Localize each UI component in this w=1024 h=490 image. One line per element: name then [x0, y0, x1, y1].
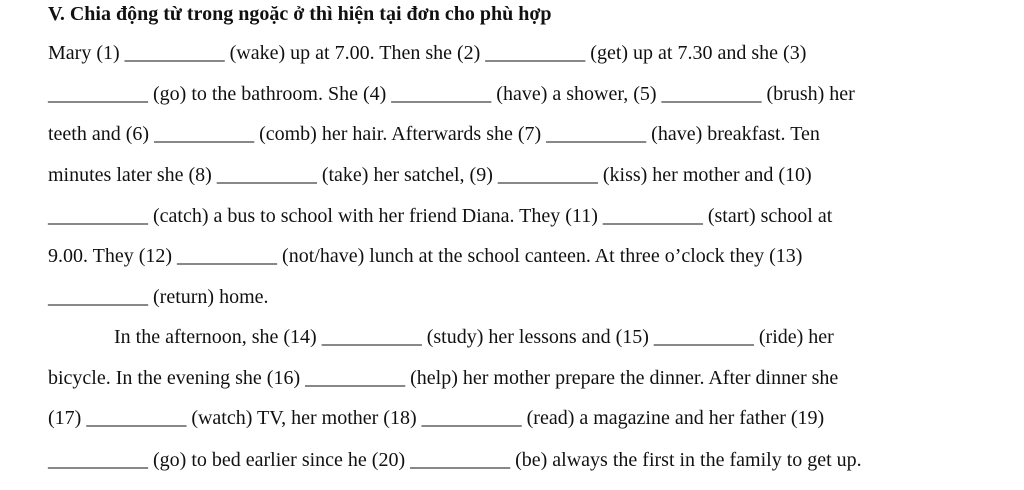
passage-line-11: __________ (go) to bed earlier since he (20) __________ (be) always the first in the family to get up. [48, 449, 862, 471]
passage-line-4: minutes later she (8) __________ (take) her satchel, (9) __________ (kiss) her mother and (10) [48, 164, 812, 186]
exercise-title: V. Chia động từ trong ngoặc ở thì hiện tại đơn cho phù hợp [48, 3, 552, 25]
passage-line-2: __________ (go) to the bathroom. She (4) __________ (have) a shower, (5) __________ (brush) her [48, 83, 855, 105]
passage-line-10: (17) __________ (watch) TV, her mother (18) __________ (read) a magazine and her father (19) [48, 407, 825, 429]
passage-line-1: Mary (1) __________ (wake) up at 7.00. Then she (2) __________ (get) up at 7.30 and she (3) [48, 42, 807, 64]
passage-line-5: __________ (catch) a bus to school with her friend Diana. They (11) __________ (start) school at [48, 205, 833, 227]
passage-line-9: bicycle. In the evening she (16) __________ (help) her mother prepare the dinner. After dinner she [48, 367, 839, 389]
passage-line-8: In the afternoon, she (14) __________ (study) her lessons and (15) __________ (ride) her [114, 326, 834, 348]
passage-line-3: teeth and (6) __________ (comb) her hair. Afterwards she (7) __________ (have) breakfast. Ten [48, 123, 820, 145]
passage-line-6: 9.00. They (12) __________ (not/have) lunch at the school canteen. At three o’clock they (13) [48, 245, 803, 267]
passage-line-7: __________ (return) home. [48, 286, 269, 308]
